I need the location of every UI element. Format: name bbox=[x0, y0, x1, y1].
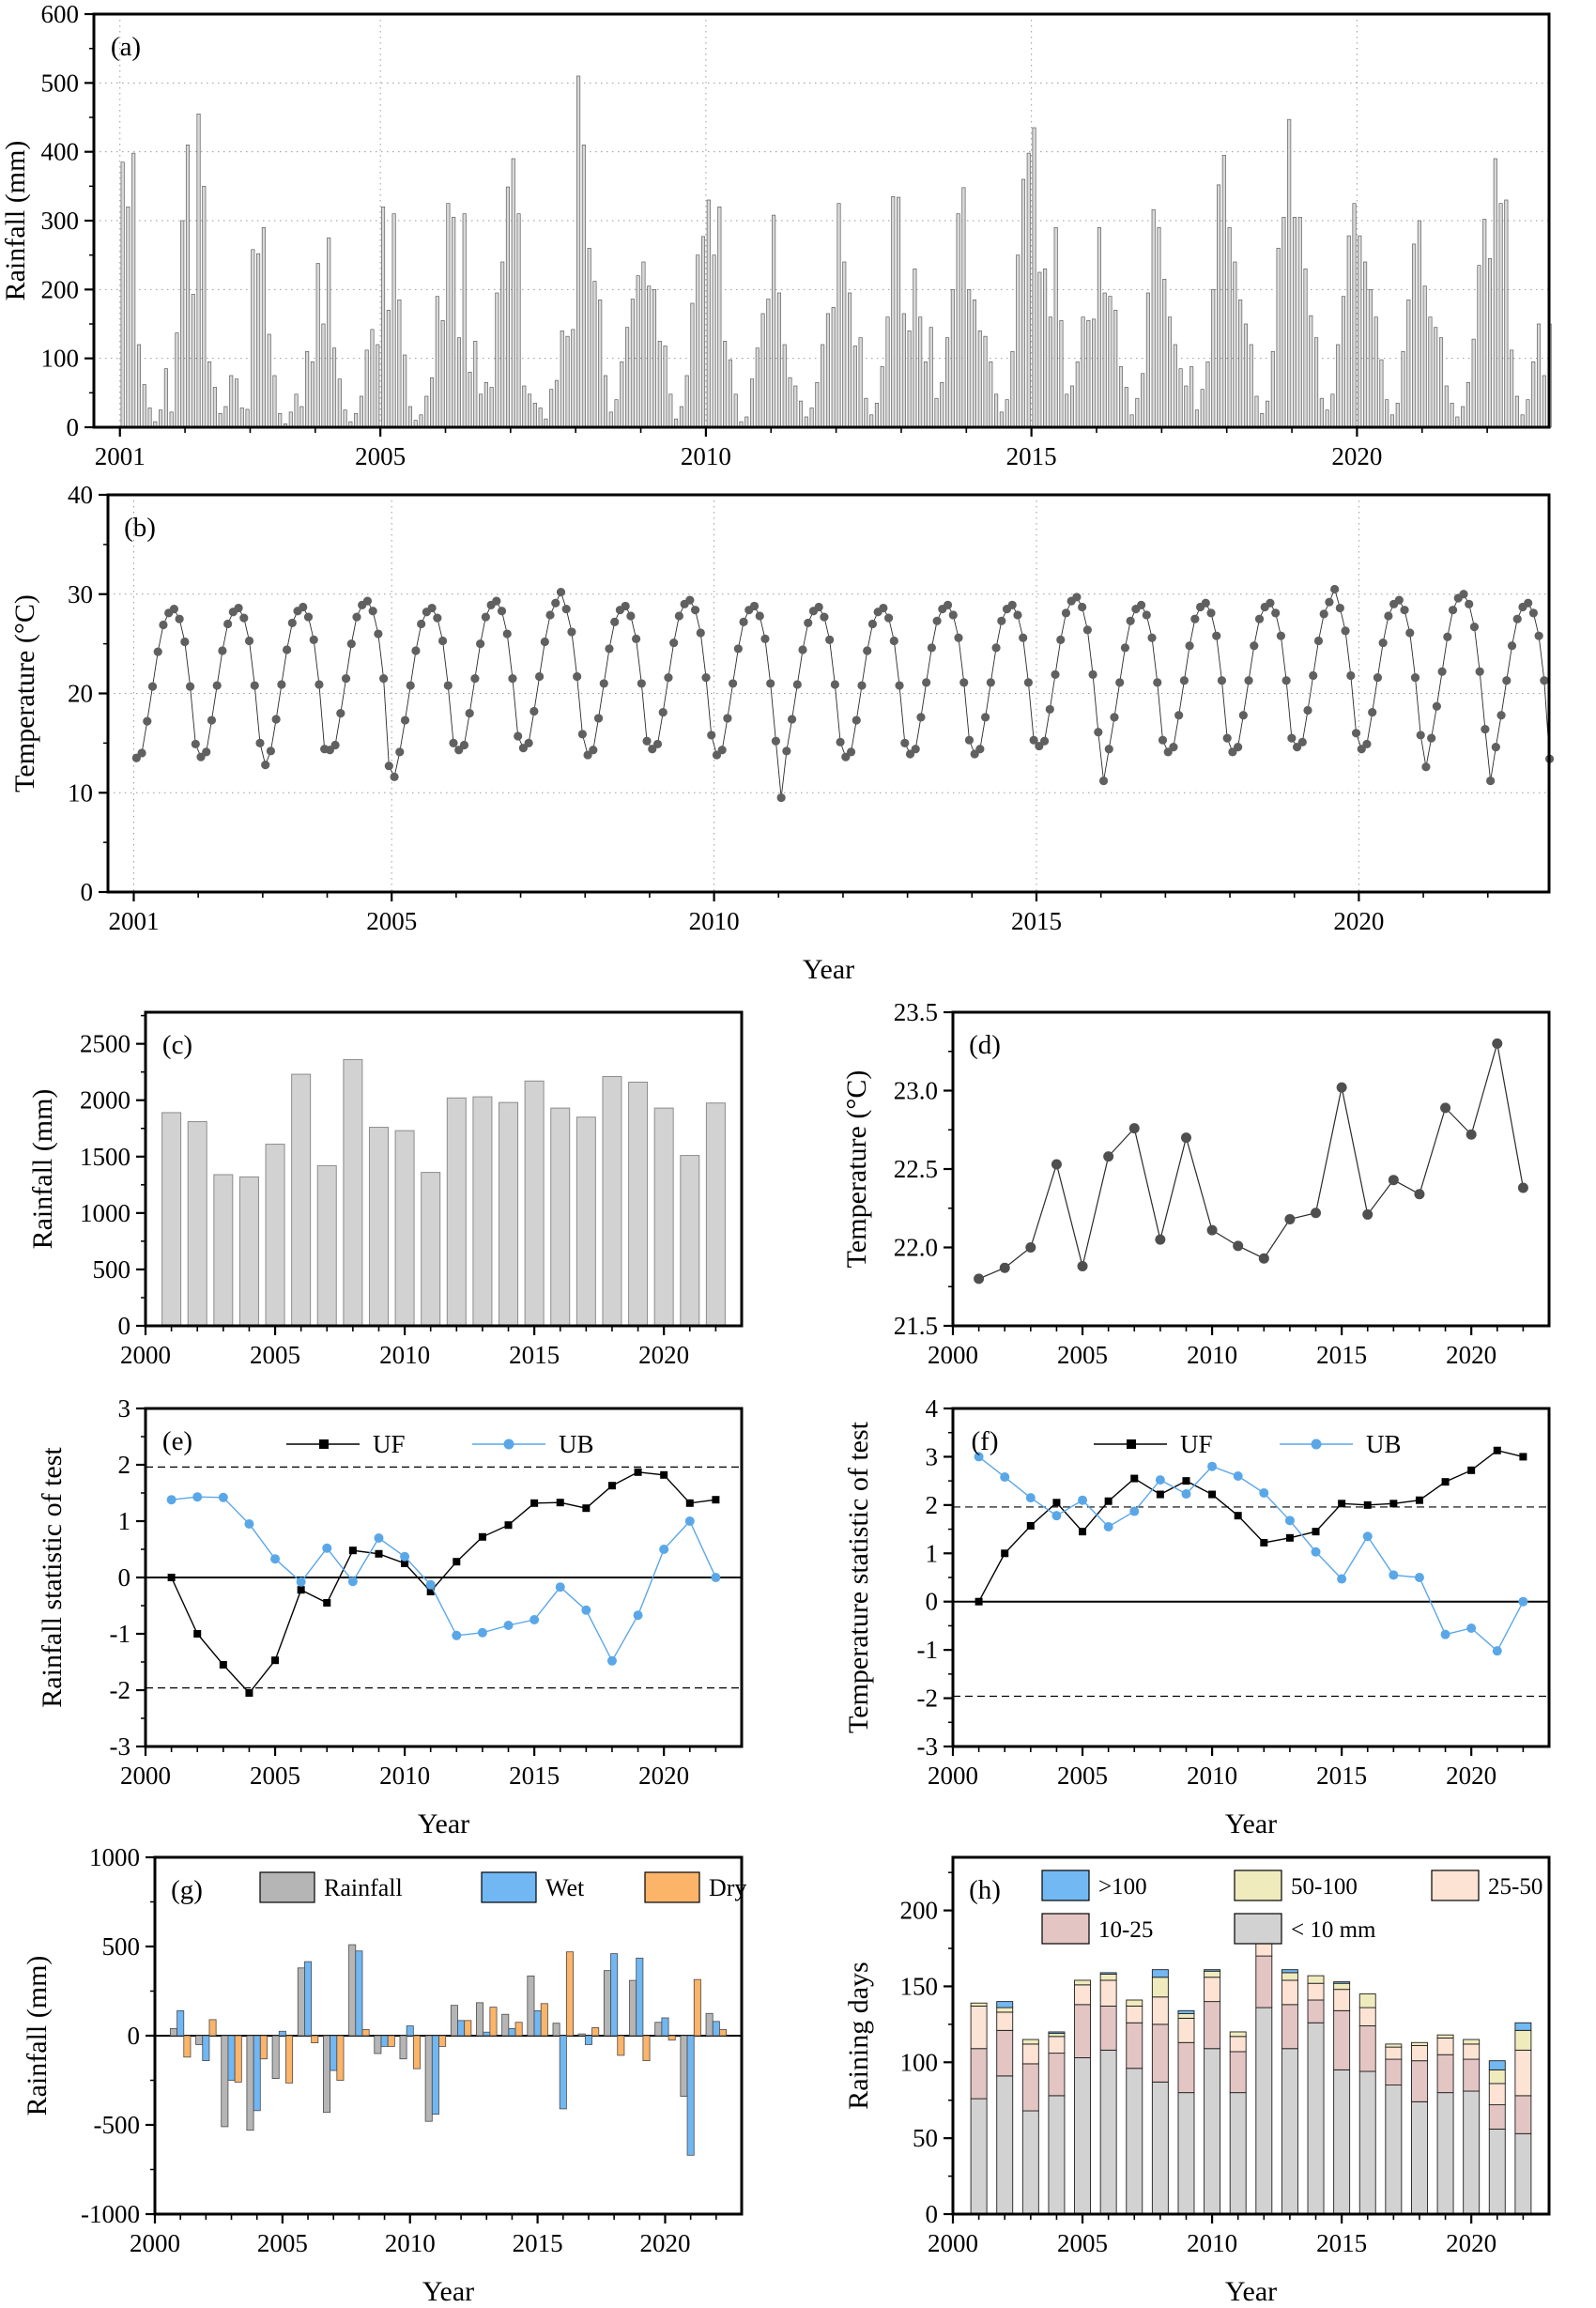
uf-legend-marker bbox=[1127, 1439, 1136, 1449]
y-tick-label: -2 bbox=[916, 1684, 938, 1713]
plot-frame bbox=[953, 1857, 1549, 2214]
y-tick-label: 0 bbox=[117, 1563, 130, 1592]
x-axis-title: Year bbox=[802, 954, 855, 985]
gridlines bbox=[108, 495, 1549, 892]
legend bbox=[1094, 1430, 1402, 1458]
monthly-rainfall-bars bbox=[121, 76, 1551, 427]
y-tick-label: 40 bbox=[68, 481, 93, 509]
x-tick-label: 2020 bbox=[1446, 1341, 1497, 1369]
y-tick-label: 3 bbox=[117, 1394, 130, 1423]
y-tick-label: 2500 bbox=[80, 1029, 130, 1058]
x-tick-label: 2020 bbox=[639, 2229, 691, 2257]
legend-label: 10-25 bbox=[1098, 1917, 1154, 1943]
panel-letter: (f) bbox=[971, 1426, 999, 1456]
plot-frame bbox=[953, 1012, 1549, 1326]
x-tick-label: 2000 bbox=[928, 2229, 978, 2257]
raining-days-stacked-bars bbox=[971, 1929, 1531, 2214]
y-tick-label: 23.5 bbox=[893, 998, 938, 1026]
y-axis-title: Rainfall (mm) bbox=[0, 140, 31, 301]
x-tick-label: 2015 bbox=[1005, 442, 1057, 470]
panel-d-annual-temperature bbox=[836, 995, 1596, 1399]
y-tick-label: 300 bbox=[40, 207, 79, 235]
legend-label: 50-100 bbox=[1291, 1874, 1358, 1900]
y-tick-label: 3 bbox=[925, 1442, 938, 1471]
rainfall-legend-swatch bbox=[260, 1872, 315, 1902]
x-tick-label: 2015 bbox=[1316, 1341, 1368, 1369]
panel-c-annual-rainfall bbox=[23, 995, 789, 1399]
ub-legend-label: UB bbox=[1366, 1430, 1402, 1458]
panel-g-rainfall-anomaly bbox=[23, 1840, 789, 2308]
annual-temperature-series bbox=[974, 1039, 1528, 1285]
panel-e-chart bbox=[23, 1394, 789, 1840]
x-tick-label: 2020 bbox=[1331, 442, 1383, 470]
x-tick-label: 2005 bbox=[250, 1341, 301, 1369]
x-tick-label: 2015 bbox=[512, 2229, 563, 2257]
panel-letter: (b) bbox=[124, 513, 156, 543]
x-tick-label: 2010 bbox=[680, 442, 731, 470]
x-tick-label: 2005 bbox=[1057, 1341, 1109, 1369]
x-tick-label: 2010 bbox=[384, 2229, 436, 2257]
uf-series bbox=[975, 1447, 1527, 1606]
x-tick-label: 2015 bbox=[509, 1341, 560, 1369]
y-tick-label: 0 bbox=[925, 1587, 938, 1616]
y-tick-label: 21.5 bbox=[893, 1312, 938, 1340]
y-tick-label: 22.0 bbox=[893, 1233, 938, 1262]
x-tick-label: 2000 bbox=[120, 1762, 171, 1790]
legend-swatch bbox=[1235, 1870, 1281, 1900]
uf-legend-label: UF bbox=[1180, 1430, 1213, 1458]
y-tick-label: 500 bbox=[40, 69, 79, 98]
wet-anomaly-bars bbox=[177, 1951, 720, 2156]
y-tick-label: 20 bbox=[68, 679, 93, 708]
y-axis-title: Rainfall (mm) bbox=[23, 1955, 53, 2116]
panel-f-temperature-mk-test bbox=[836, 1394, 1596, 1840]
legend-swatch bbox=[1042, 1914, 1089, 1944]
uf-series bbox=[168, 1469, 720, 1697]
y-tick-label: 500 bbox=[101, 1932, 140, 1961]
y-tick-label: 4 bbox=[925, 1394, 938, 1423]
y-tick-label: 1000 bbox=[89, 1843, 140, 1871]
plot-frame bbox=[146, 1012, 742, 1326]
y-tick-label: 10 bbox=[68, 778, 93, 808]
y-axis-title: Temperature statistic of test bbox=[843, 1422, 874, 1733]
panel-h-raining-days bbox=[836, 1840, 1596, 2308]
x-tick-label: 2010 bbox=[688, 907, 740, 935]
rainfall-legend-label: Rainfall bbox=[324, 1874, 403, 1901]
axes bbox=[68, 481, 1488, 935]
y-tick-label: 23.0 bbox=[893, 1076, 938, 1105]
x-tick-label: 2015 bbox=[1316, 1762, 1368, 1790]
x-tick-label: 2010 bbox=[379, 1341, 431, 1369]
panel-b-chart bbox=[0, 474, 1596, 995]
ub-legend-label: UB bbox=[559, 1430, 594, 1458]
y-axis-title: Rainfall (mm) bbox=[27, 1088, 58, 1250]
y-tick-label: 0 bbox=[925, 2200, 938, 2228]
x-axis-title: Year bbox=[1224, 2276, 1278, 2307]
x-tick-label: 2000 bbox=[120, 1341, 171, 1369]
y-tick-label: -1 bbox=[109, 1620, 130, 1648]
y-tick-label: 200 bbox=[40, 275, 79, 304]
panel-e-rainfall-mk-test bbox=[23, 1394, 789, 1840]
y-axis-title: Raining days bbox=[843, 1962, 874, 2110]
wet-legend-swatch bbox=[482, 1872, 536, 1902]
x-tick-label: 2001 bbox=[108, 907, 160, 935]
x-axis-title: Year bbox=[422, 2276, 475, 2307]
y-tick-label: 1 bbox=[925, 1539, 938, 1568]
panel-letter: (c) bbox=[161, 1030, 193, 1060]
y-tick-label: 100 bbox=[899, 2048, 938, 2077]
significance-lines bbox=[953, 1507, 1549, 1697]
y-tick-label: 22.5 bbox=[893, 1155, 938, 1183]
panel-b-monthly-temperature bbox=[0, 474, 1596, 995]
legend bbox=[286, 1430, 594, 1458]
x-tick-label: 2010 bbox=[1187, 1762, 1238, 1790]
axes bbox=[917, 1394, 1524, 1790]
x-tick-label: 2020 bbox=[1333, 907, 1385, 935]
panel-f-chart bbox=[836, 1394, 1596, 1840]
panel-a-chart bbox=[0, 0, 1596, 474]
x-tick-label: 2010 bbox=[1187, 2229, 1238, 2257]
y-axis-title: Temperature (°C) bbox=[841, 1069, 872, 1269]
legend-swatch bbox=[1235, 1914, 1281, 1944]
ub-series bbox=[167, 1492, 721, 1666]
panel-c-chart bbox=[23, 995, 789, 1399]
x-tick-label: 2005 bbox=[256, 2229, 308, 2257]
y-tick-label: 400 bbox=[40, 137, 79, 166]
wet-legend-label: Wet bbox=[545, 1874, 585, 1901]
y-tick-label: -3 bbox=[109, 1732, 130, 1761]
axes bbox=[110, 1394, 716, 1790]
y-tick-label: -1 bbox=[916, 1636, 938, 1665]
x-tick-label: 2000 bbox=[928, 1762, 978, 1790]
panel-a-monthly-rainfall bbox=[0, 0, 1596, 474]
y-tick-label: -1000 bbox=[81, 2200, 140, 2228]
x-tick-label: 2020 bbox=[1446, 1762, 1497, 1790]
dry-legend-label: Dry bbox=[709, 1874, 747, 1901]
y-tick-label: -2 bbox=[109, 1676, 130, 1704]
x-tick-label: 2015 bbox=[1010, 907, 1062, 935]
x-tick-label: 2000 bbox=[130, 2229, 180, 2257]
y-axis-title: Temperature (°C) bbox=[9, 594, 40, 792]
x-tick-label: 2005 bbox=[1057, 2229, 1109, 2257]
y-tick-label: 1 bbox=[117, 1507, 130, 1535]
x-tick-label: 2001 bbox=[94, 442, 146, 470]
y-tick-label: 2 bbox=[925, 1490, 938, 1519]
y-tick-label: 2 bbox=[117, 1451, 130, 1479]
legend-label: >100 bbox=[1098, 1874, 1147, 1900]
legend-swatch bbox=[1042, 1870, 1089, 1900]
y-axis-title: Rainfall statistic of test bbox=[37, 1447, 68, 1708]
x-tick-label: 2005 bbox=[1057, 1762, 1109, 1790]
y-tick-label: 100 bbox=[40, 344, 79, 373]
y-tick-label: -3 bbox=[916, 1732, 938, 1761]
panel-d-chart bbox=[836, 995, 1596, 1399]
panel-letter: (e) bbox=[161, 1426, 193, 1456]
legend-label: < 10 mm bbox=[1291, 1917, 1376, 1943]
x-tick-label: 2020 bbox=[1446, 2229, 1497, 2257]
x-tick-label: 2005 bbox=[366, 907, 418, 935]
y-tick-label: 150 bbox=[899, 1972, 938, 2001]
ub-legend-marker bbox=[504, 1439, 514, 1450]
y-tick-label: -500 bbox=[93, 2111, 140, 2139]
y-tick-label: 0 bbox=[117, 1312, 130, 1340]
x-tick-label: 2020 bbox=[638, 1341, 690, 1369]
y-tick-label: 500 bbox=[92, 1254, 130, 1284]
y-tick-label: 600 bbox=[40, 0, 79, 28]
ub-legend-marker bbox=[1312, 1439, 1322, 1450]
y-tick-label: 1500 bbox=[80, 1142, 130, 1171]
dry-legend-swatch bbox=[645, 1872, 699, 1902]
panel-letter: (a) bbox=[110, 32, 142, 62]
uf-legend-marker bbox=[319, 1439, 329, 1449]
x-tick-label: 2010 bbox=[379, 1762, 431, 1790]
y-tick-label: 0 bbox=[127, 2022, 140, 2050]
panel-g-chart bbox=[23, 1840, 789, 2308]
x-tick-label: 2000 bbox=[928, 1341, 978, 1369]
x-tick-label: 2020 bbox=[638, 1762, 690, 1790]
legend-label: 25-50 bbox=[1488, 1874, 1543, 1900]
y-tick-label: 2000 bbox=[80, 1085, 130, 1115]
plot-frame bbox=[108, 495, 1549, 892]
y-tick-label: 30 bbox=[68, 579, 93, 608]
panel-letter: (h) bbox=[969, 1875, 1001, 1905]
x-tick-label: 2010 bbox=[1187, 1341, 1238, 1369]
y-tick-label: 1000 bbox=[80, 1198, 130, 1227]
x-tick-label: 2005 bbox=[250, 1762, 301, 1790]
legend-swatch bbox=[1432, 1870, 1479, 1900]
x-axis-title: Year bbox=[1224, 1808, 1278, 1839]
legend bbox=[1042, 1870, 1542, 1944]
panel-letter: (g) bbox=[171, 1875, 203, 1905]
y-tick-label: 0 bbox=[80, 878, 93, 906]
uf-legend-label: UF bbox=[373, 1430, 406, 1458]
y-tick-label: 50 bbox=[913, 2124, 938, 2153]
panel-letter: (d) bbox=[969, 1030, 1001, 1060]
x-tick-label: 2015 bbox=[509, 1762, 560, 1790]
x-axis-title: Year bbox=[417, 1808, 470, 1839]
annual-rainfall-bars bbox=[162, 1059, 726, 1326]
legend bbox=[260, 1872, 746, 1902]
x-tick-label: 2005 bbox=[355, 442, 407, 470]
y-tick-label: 0 bbox=[66, 413, 79, 441]
y-tick-label: 200 bbox=[899, 1896, 938, 1925]
x-tick-label: 2015 bbox=[1316, 2229, 1368, 2257]
panel-h-chart bbox=[836, 1840, 1596, 2308]
